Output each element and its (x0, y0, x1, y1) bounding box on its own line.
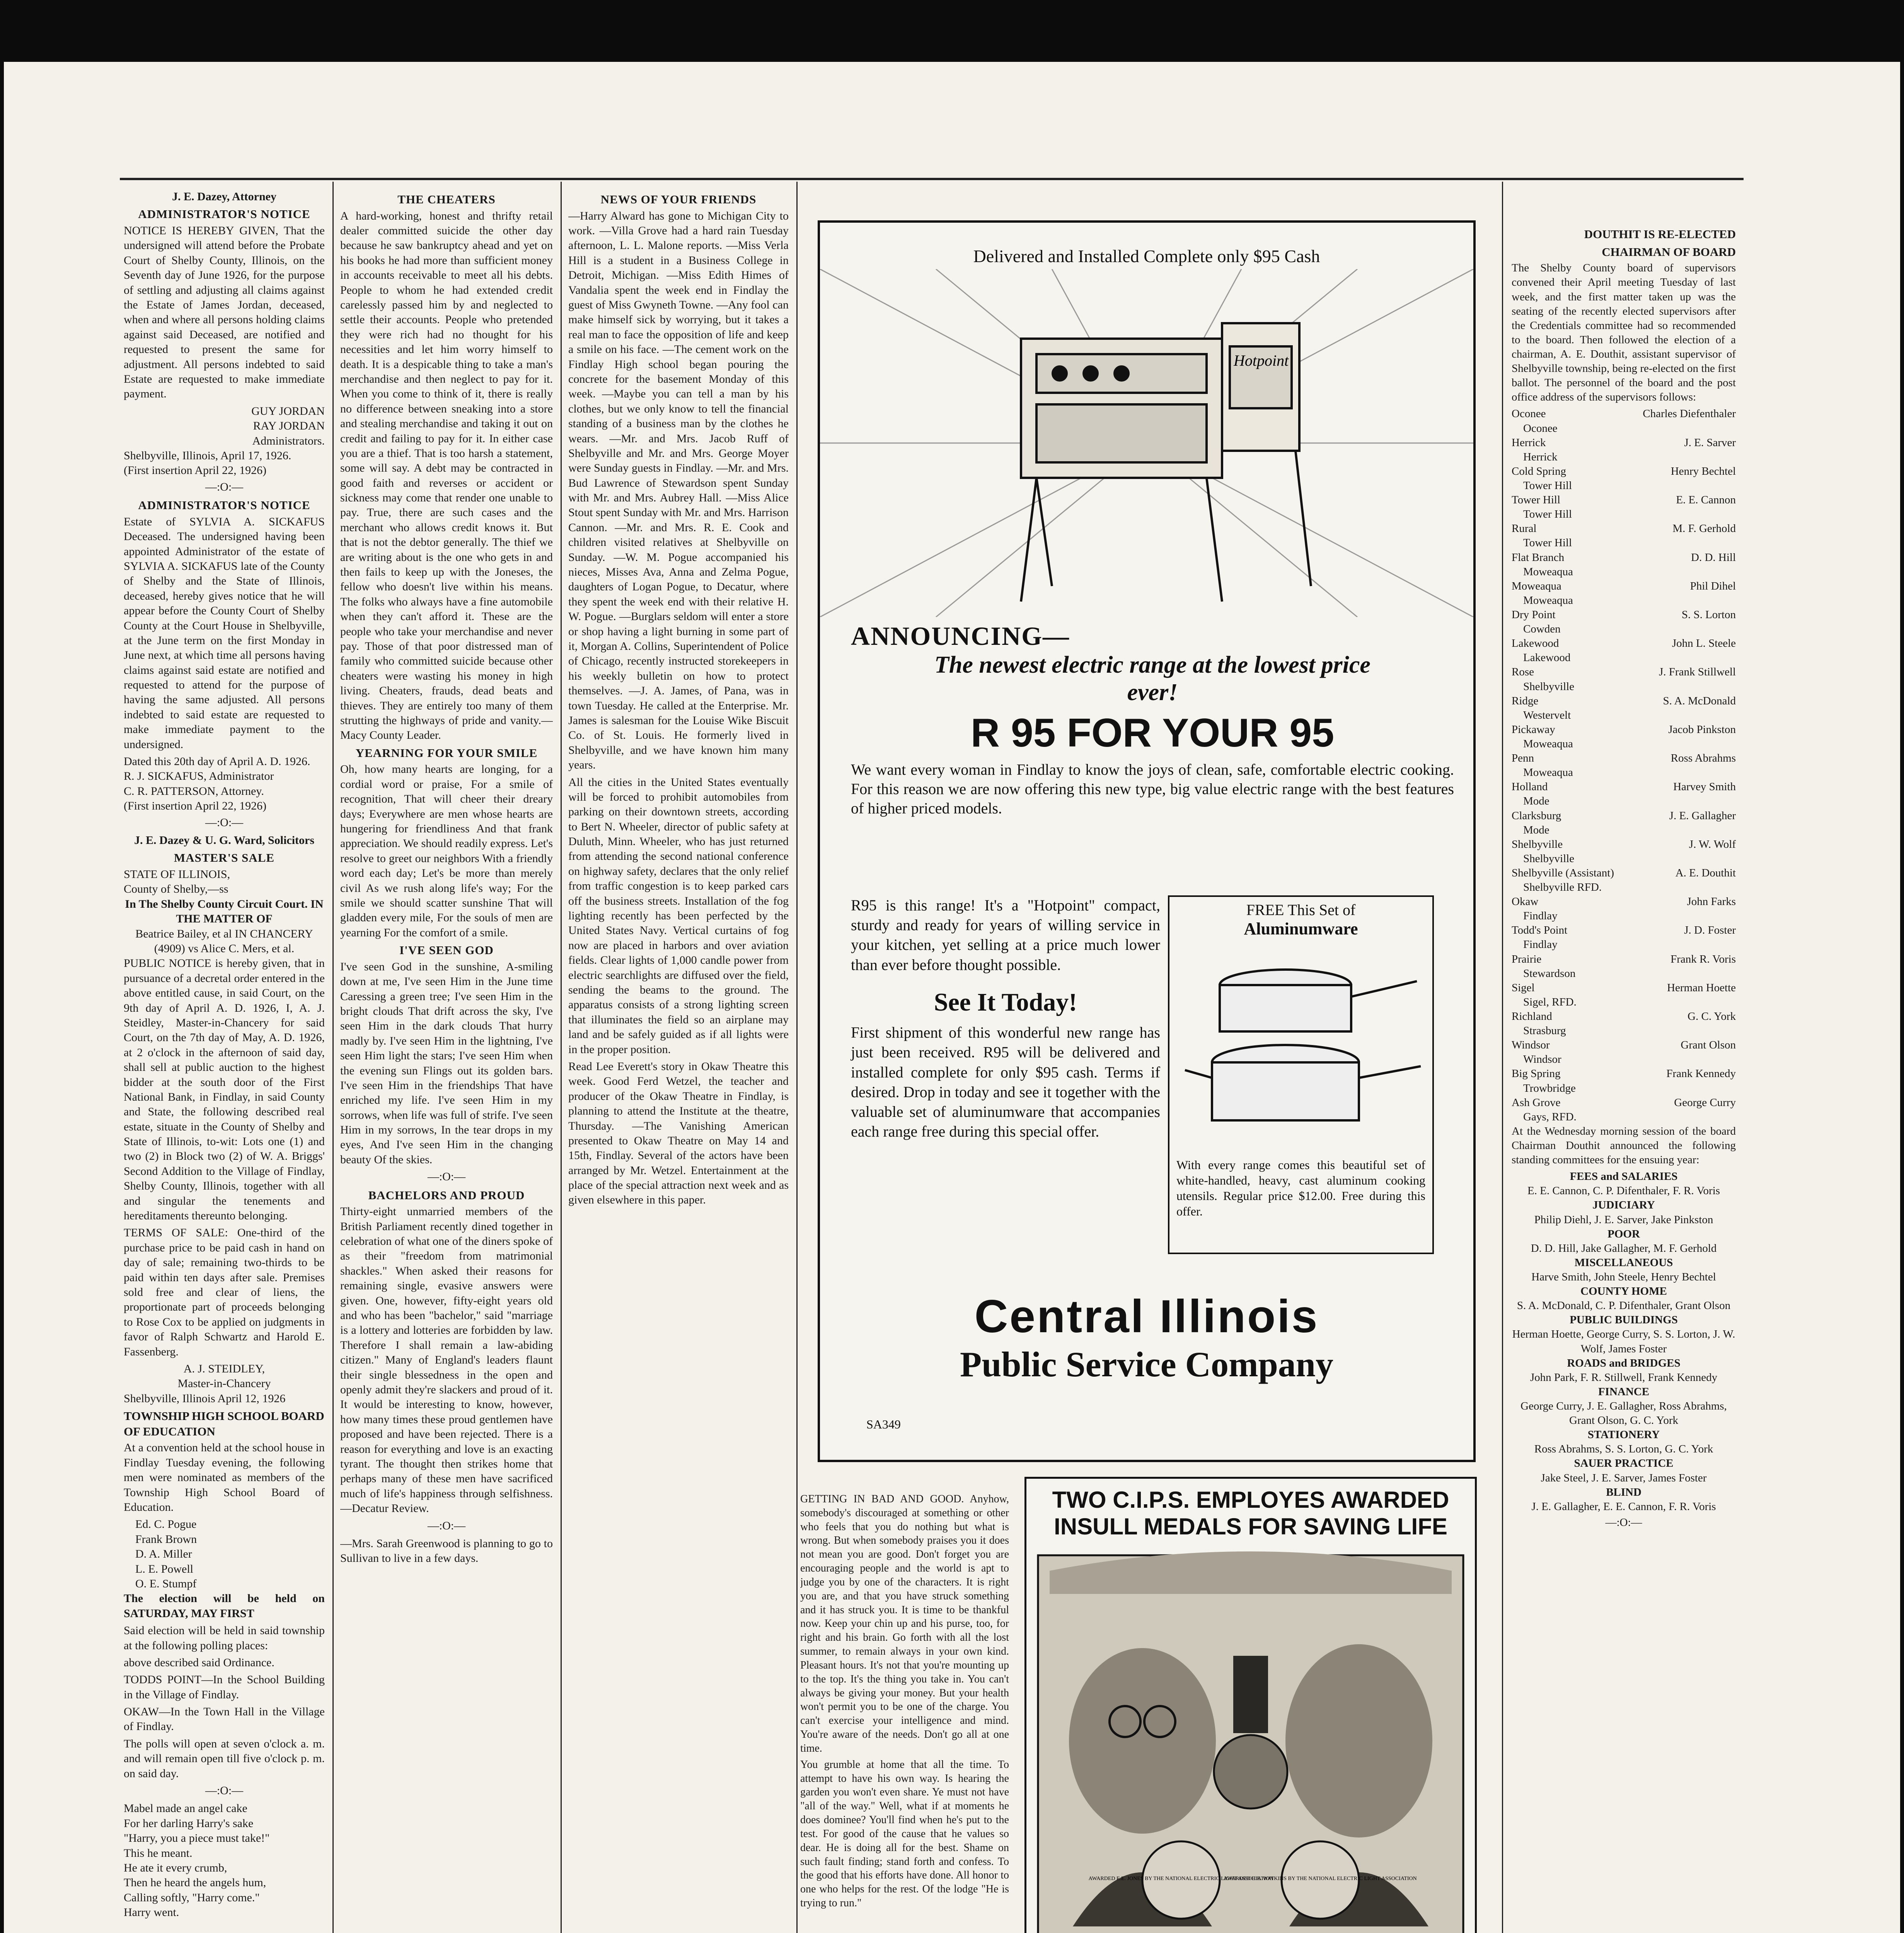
township-name: Oconee (1512, 407, 1546, 420)
supervisor-name: Harvey Smith (1673, 781, 1736, 793)
supervisor-row (1512, 579, 1736, 593)
article-title: I'VE SEEN GOD (399, 943, 494, 957)
committee-members: Philip Diehl, J. E. Sarver, Jake Pinkston (1534, 1213, 1713, 1226)
column-rule (561, 182, 562, 1933)
committee-name: ROADS and BRIDGES (1567, 1357, 1681, 1369)
ad-delivered: Delivered and Installed Complete only $95 Cash (973, 246, 1320, 266)
ad-headline: R 95 FOR YOUR 95 (970, 711, 1335, 755)
notice-signer: RAY JORDAN (253, 419, 325, 433)
article-title: CHAIRMAN OF BOARD (1602, 245, 1736, 259)
separator: —:O:— (205, 1784, 244, 1797)
committee-members: Ross Abrahms, S. S. Lorton, G. C. York (1534, 1443, 1713, 1456)
notice-signer: R. J. SICKAFUS, Administrator (124, 770, 274, 783)
notice-attorney: J. E. Dazey & U. G. Ward, Solicitors (134, 834, 315, 847)
committee-members: E. E. Cannon, C. P. Difenthaler, F. R. Voris (1527, 1185, 1720, 1197)
ad-code: SA349 (866, 1417, 901, 1431)
notice-court: In The Shelby County Circuit Court. IN THE MATTER OF (125, 897, 324, 926)
supervisor-row (1512, 608, 1736, 622)
name-item: L. E. Powell (135, 1562, 193, 1575)
supervisor-name: E. E. Cannon (1676, 494, 1736, 506)
ad-intro: We want every woman in Findlay to know the joys of clean, safe, comfortable electric cooking. For this reason we are now offering this new type, big value electric range with the best features of higher priced models. (851, 761, 1454, 817)
committee-name: COUNTY HOME (1580, 1285, 1667, 1298)
supervisor-name: Grant Olson (1681, 1039, 1736, 1052)
name-item: D. A. Miller (135, 1548, 192, 1561)
township-name: Richland (1512, 1010, 1552, 1023)
notice-county: County of Shelby,—ss (124, 883, 228, 896)
committee-name: PUBLIC BUILDINGS (1570, 1314, 1678, 1326)
supervisor-row (1512, 923, 1736, 938)
committee-name: JUDICIARY (1592, 1199, 1655, 1212)
township-name: Sigel (1512, 981, 1535, 994)
supervisor-row (1512, 1067, 1736, 1081)
poem-line: Then he heard the angels hum, (124, 1876, 266, 1889)
supervisor-row (1512, 694, 1736, 708)
committee-members: John Park, F. R. Stillwell, Frank Kennedy (1530, 1371, 1718, 1384)
notice-date: Shelbyville, Illinois, April 17, 1926. (124, 449, 291, 462)
article-title: NEWS OF YOUR FRIENDS (600, 193, 757, 206)
supervisor-row (1512, 1038, 1736, 1052)
column-rule (332, 182, 334, 1933)
name-item: Frank Brown (135, 1532, 197, 1546)
article-body: above described said Ordinance. (124, 1656, 274, 1669)
notice-insertion: (First insertion April 22, 1926) (124, 464, 267, 477)
article-body: You grumble at home that all the time. To attempt to have his own way. Is hearing the garden you won't even share. Ye must not have "all of the way." Well, what if at moments he does dominee? You'll find when he's put to the test. For good of the cause that he values so dear. He is doing all for the best. Shame on such fault finding; stand forth and confess. To the good that his efforts have done. All honor to one who helps for the rest. Of the lodge "He is trying to run." (800, 1758, 1009, 1909)
notice-signer: Master-in-Chancery (177, 1377, 271, 1390)
separator: —:O:— (427, 1519, 466, 1532)
supervisor-name: S. A. McDonald (1663, 694, 1736, 707)
post-office: Sigel, RFD. (1523, 995, 1577, 1008)
article-body: Said election will be held in said township at the following polling places: (124, 1624, 325, 1652)
poem-line: He ate it every crumb, (124, 1861, 227, 1874)
supervisor-row (1512, 981, 1736, 995)
ad-aluminum-box (1168, 895, 1434, 1254)
cookware-illustration (1169, 939, 1432, 1155)
notice-body: Estate of SYLVIA A. SICKAFUS Deceased. The undersigned having been appointed Administrator of the estate of SYLVIA A. SICKAFUS late of the County of Shelby and the State of Illinois, deceased, hereby gives notice that he will appear before the County Court of Shelby County at the Court House in Shelbyville, at the June term on the first Monday in June next, at which time all persons having claims against said estate are notified and requested to attend for the purpose of having the same adjusted. All persons indebted to said estate are requested to make immediate payment to the undersigned. (124, 515, 325, 751)
medals-headline: INSULL MEDALS FOR SAVING LIFE (1054, 1514, 1447, 1539)
supervisor-name: John L. Steele (1672, 637, 1736, 650)
supervisor-row (1512, 751, 1736, 765)
medals-article (1024, 1477, 1477, 1933)
poem-line: Harry went. (124, 1906, 179, 1919)
supervisor-name: George Curry (1674, 1096, 1736, 1109)
supervisor-row (1512, 636, 1736, 651)
post-office: Moweaqua (1523, 565, 1573, 578)
township-name: Okaw (1512, 895, 1539, 908)
township-name: Shelbyville (Assistant) (1512, 866, 1614, 879)
notice-state: STATE OF ILLINOIS, (124, 868, 230, 881)
supervisor-name: J. E. Gallagher (1669, 809, 1736, 822)
ad-body: First shipment of this wonderful new range has just been received. R95 will be delivered and installed complete for only $95 cash. Terms if desired. Drop in today and see it together with the valuable set of aluminumware that accompanies each range free during this special offer. (851, 1024, 1160, 1140)
township-name: Prairie (1512, 953, 1542, 965)
article-body: The polls will open at seven o'clock a. m. and will remain open till five o'clock p. m. on said day. (124, 1737, 325, 1780)
supervisor-row (1512, 665, 1736, 679)
post-office: Tower Hill (1523, 479, 1572, 492)
township-name: Rural (1512, 522, 1537, 535)
post-office: Findlay (1523, 938, 1558, 951)
committee-name: STATIONERY (1587, 1428, 1660, 1441)
supervisor-name: J. D. Foster (1684, 924, 1736, 937)
post-office: Mode (1523, 795, 1549, 808)
supervisor-name: S. S. Lorton (1681, 608, 1736, 621)
notice-case: Beatrice Bailey, et al IN CHANCERY (4909) vs Alice C. Mers, et al. (135, 927, 313, 955)
medal-inscription: AWARDED H.E. WATKINS BY THE NATIONAL ELECTRIC LIGHT ASSOCIATION (1224, 1876, 1417, 1882)
supervisor-name: Henry Bechtel (1670, 465, 1736, 477)
article-body: The election will be held on SATURDAY, MAY FIRST (124, 1592, 325, 1620)
notice-terms: TERMS OF SALE: One-third of the purchase price to be paid cash in hand on day of sale; remaining two-thirds to be paid within ten days after sale. Premises sold free and clear of liens, the proportionate part of proceeds belonging to Rose Cox to be applied on judgments in favor of Ralph Schwartz and Harold E. Fassenberg. (124, 1226, 325, 1358)
article-body: The Shelby County board of supervisors convened their April meeting Tuesday of last week, and the first matter taken up was the seating of the recently elected supervisors after the Credentials committee had so recommended to the board. Then followed the election of a chairman, A. E. Douthit, assistant supervisor of Shelbyville township, being re-elected on the first ballot. The personnel of the board and the post office address of the supervisors follows: (1512, 262, 1736, 404)
poem-body: Oh, how many hearts are longing, for a cordial word or praise, For a smile of recognition, That will cheer their dreary days; Everywhere are men whose hearts are hungering for friendliness And that frank appreciation. We should readily express. Let's resolve to greet our neighbors With a friendly word each day; Let's be more than merely civil As we rush along life's way; For the smile we should scatter sunshine That will gladden every mile, For the souls of men are yearning For the comfort of a smile. (340, 763, 553, 939)
notice-body: NOTICE IS HEREBY GIVEN, That the undersigned will attend before the Probate Court of Shelby County, Illinois, on the Seventh day of June 1926, for the purpose of settling and adjusting all claims against the Estate of James Jordan, deceased, when and where all persons holding claims against said Deceased, are notified and requested to present the same for adjustment. All persons indebted to said Estate are requested to make immediate payment. (124, 224, 325, 401)
committee-name: POOR (1607, 1227, 1640, 1240)
post-office: Shelbyville RFD. (1523, 881, 1602, 894)
township-name: Clarksburg (1512, 809, 1561, 822)
poem-line: This he meant. (124, 1846, 193, 1860)
poem-line: Mabel made an angel cake (124, 1802, 247, 1815)
supervisor-row (1512, 895, 1736, 909)
article-body: At a convention held at the school house in Findlay Tuesday evening, the following men were nominated as members of the Township High School Board of Education. (124, 1441, 325, 1514)
notice-insertion: (First insertion April 22, 1926) (124, 799, 267, 813)
committee-list (1512, 1169, 1736, 1514)
township-name: Ash Grove (1512, 1096, 1561, 1109)
post-office: Oconee (1523, 422, 1558, 435)
ad-free-title: Aluminumware (1244, 919, 1358, 938)
supervisor-name: G. C. York (1688, 1010, 1736, 1023)
township-name: Tower Hill (1512, 494, 1561, 506)
township-name: Ridge (1512, 694, 1539, 707)
notice-body: PUBLIC NOTICE is hereby given, that in pursuance of a decretal order entered in the above entitled cause, in said Court, on the 9th day of April A. D. 1926, I, A. J. Steidley, Master-in-Chancery for said Court, on the 7th day of May, A. D. 1926, at 2 o'clock in the afternoon of said day, shall sell at public auction to the highest bidder at the south door of the First National Bank, in Findlay, in said County and State, the following described real estate, situate in the County of Shelby and State of Illinois, to-wit: Lots one (1) and two (2) in Block two (2) of W. A. Briggs' Second Addition to the Village of Findlay, Shelby County, Illinois, together with all and singular the tenements and hereditaments thereunto belonging. (124, 957, 325, 1222)
notice-date: Dated this 20th day of April A. D. 1926. (124, 755, 310, 768)
article-body: TODDS POINT—In the School Building in the Village of Findlay. (124, 1673, 325, 1701)
post-office: Mode (1523, 823, 1549, 836)
article-title: TOWNSHIP HIGH SCHOOL BOARD OF EDUCATION (124, 1409, 324, 1438)
township-name: Pickaway (1512, 723, 1555, 736)
medal-inscription: AWARDED E.E. JONES BY THE NATIONAL ELECTRIC LIGHT ASSOCIATION (1088, 1876, 1274, 1882)
top-rule (120, 178, 1744, 180)
company-name: Public Service Company (960, 1345, 1333, 1384)
ad-body: R95 is this range! It's a "Hotpoint" compact, sturdy and ready for years of willing service in your kitchen, yet selling at a price much lower than ever before thought possible. (851, 897, 1160, 973)
article-body: At the Wednesday morning session of the board Chairman Douthit announced the following standing committees for the ensuing year: (1512, 1125, 1736, 1166)
supervisor-name: John Farks (1687, 895, 1736, 908)
ad-announcing: ANNOUNCING— (851, 621, 1070, 651)
article-body: All the cities in the United States eventually will be forced to prohibit automobiles from parking on their downtown streets, according to Bert N. Wheeler, director of public safety at Duluth, Minn. Wheeler, who has just returned from attending the second national conference on highway safety, declares that the only relief from traffic congestion is to keep parked cars off the business streets. Installation of the fog lighting recently has been perfected by the United States Navy. Vertical curtains of fog now are placed in harbors and over aviation fields. Clear lights of 1,000 candle power from electric searchlights are diffused over the field, sending the beams to the ground. The apparatus consists of a strong lighting screen that illuminates the field so an airplane may land and be safely guided as if all lights were in the proper position. (568, 776, 789, 1056)
separator: —:O:— (427, 1170, 466, 1183)
supervisor-row (1512, 866, 1736, 880)
supervisor-row (1512, 723, 1736, 737)
separator: —:O:— (205, 480, 244, 493)
article-body: —Mrs. Sarah Greenwood is planning to go to Sullivan to live in a few days. (340, 1537, 553, 1565)
ad-tagline: ever! (1127, 679, 1178, 706)
column-rule (1502, 182, 1503, 1933)
supervisor-name: Phil Dihel (1690, 580, 1736, 592)
committee-name: BLIND (1606, 1486, 1641, 1498)
range-brand: Hotpoint (1234, 352, 1289, 369)
poem-line: For her darling Harry's sake (124, 1817, 254, 1830)
supervisor-row (1512, 1096, 1736, 1110)
post-office: Tower Hill (1523, 508, 1572, 521)
ad-tagline: The newest electric range at the lowest price (934, 652, 1370, 678)
post-office: Trowbridge (1523, 1082, 1576, 1094)
post-office: Moweaqua (1523, 594, 1573, 607)
newspaper-page (4, 62, 1900, 1933)
name-item: Ed. C. Pogue (135, 1518, 197, 1531)
post-office: Strasburg (1523, 1024, 1566, 1037)
post-office: Moweaqua (1523, 737, 1573, 750)
column-legal-notices (124, 189, 325, 1933)
poem-line: "Harry, you a piece must take!" (124, 1832, 270, 1845)
supervisor-name: Ross Abrahms (1670, 752, 1736, 765)
medals-headline: TWO C.I.P.S. EMPLOYES AWARDED (1052, 1487, 1449, 1513)
ad-free: FREE This Set of (1246, 901, 1356, 919)
separator: —:O:— (1605, 1516, 1642, 1529)
committee-name: FINANCE (1598, 1385, 1650, 1398)
ad-copy (851, 621, 1454, 822)
committee-members: Herman Hoette, George Curry, S. S. Lorton, J. W. Wolf, James Foster (1512, 1328, 1735, 1355)
supervisor-row (1512, 952, 1736, 966)
notice-signer: GUY JORDAN (251, 404, 325, 418)
ad-see-today: See It Today! (934, 988, 1077, 1016)
notice-title: MASTER'S SALE (174, 851, 275, 865)
supervisor-name: M. F. Gerhold (1672, 522, 1736, 535)
medals-photo (1026, 1540, 1475, 1933)
article-body: —Harry Alward has gone to Michigan City to work. —Villa Grove had a hard rain Tuesday afternoon, L. L. Malone reports. —Miss Verla Hill is a student in a Business College in Detroit, Michigan. —Miss Edith Himes of Vandalia spent the week end in Findlay the guest of Miss Gwyneth Towne. —Any fool can make himself sick by worrying, but it takes a real man to face the opposition of life and keep a smile on his face. —The cement work on the Findlay High school began pouring the concrete for the basement Monday of this week. —Maybe you can tell a man by his clothes, but we only know to tell the financial standing of a business man by the clothes he wears. —Mr. and Mrs. Jacob Ruff of Shelbyville and Mr. and Mrs. George Moyer were Sunday guests in Findlay. —Mr. and Mrs. Bud Lawrence of Stewardson spent Sunday with Mr. and Mrs. Aubrey Hall. —Miss Alice Stout spent Sunday with Mr. and Mrs. Harrison Cannon. —Mr. and Mrs. R. E. Cook and children visited relatives at Shelbyville on Sunday. —W. M. Pogue accompanied his nieces, Misses Ava, Anna and Zelma Pogue, daughters of Logan Pogue, to Decatur, where they spent the week end with their relative H. W. Pogue. —Burglars seldom will enter a store or shop having a light burning in some part of it, Morgan A. Collins, Superintendent of Police of Chicago, recently instructed storekeepers in his weekly bulletin on how to protect themselves. —J. A. James, of Pana, was in town Tuesday. He called at the Enterprise. Mr. James is salesman for the Louise Wike Biscuit Co. of St. Louis. He formerly lived in Shelbyville, and we have known him many years. (568, 209, 789, 772)
post-office: Shelbyville (1523, 852, 1575, 865)
supervisor-name: Charles Diefenthaler (1643, 407, 1736, 420)
cips-range-ad (818, 220, 1476, 1462)
township-name: Penn (1512, 752, 1534, 765)
township-name: Rose (1512, 666, 1534, 678)
committee-members: D. D. Hill, Jake Gallagher, M. F. Gerhold (1531, 1242, 1717, 1255)
committee-name: FEES and SALARIES (1570, 1170, 1678, 1183)
township-name: Windsor (1512, 1039, 1550, 1052)
article-body: Read Lee Everett's story in Okaw Theatre this week. Good Ferd Wetzel, the teacher and producer of the Okaw Theatre in Findlay, is planning to attend the Institute at the theatre, Thursday. —The Vanishing American presented to Okaw Theatre on May 14 and 15th, Findlay. Several of the actors have been arranged by Mr. Wetzel. Entertainment at the place of the special attraction next week and as given elsewhere in this paper. (568, 1060, 789, 1207)
committee-members: J. E. Gallagher, E. E. Cannon, F. R. Voris (1531, 1500, 1716, 1513)
company-name: Central Illinois (974, 1290, 1319, 1342)
supervisor-name: Frank Kennedy (1666, 1067, 1736, 1080)
post-office: Gays, RFD. (1523, 1110, 1577, 1123)
post-office: Tower Hill (1523, 537, 1572, 549)
post-office: Stewardson (1523, 967, 1576, 980)
notice-signer: C. R. PATTERSON, Attorney. (124, 784, 264, 798)
township-name: Moweaqua (1512, 580, 1561, 592)
supervisor-row (1512, 407, 1736, 421)
township-name: Herrick (1512, 436, 1546, 449)
post-office: Windsor (1523, 1053, 1561, 1066)
supervisor-name: J. W. Wolf (1689, 838, 1736, 851)
poem-body: I've seen God in the sunshine, A-smiling down at me, I've seen Him in the June time Caressing a green tree; I've seen Him in the bright clouds That drift across the sky, I've seen Him in the dark clouds That hurry madly by. I've seen Him in the lightning, I've seen Him light the stars; I've seen Him when the evening sun Flings out its golden bars. I've seen Him in the friendships That have enriched my life. I've seen Him in my sorrows, when life was full of strife. I've seen Him in my sorrows, In the tear drops in my eyes, And I've seen Him in the changing beauty Of the skies. (340, 960, 553, 1166)
township-name: Shelbyville (1512, 838, 1563, 851)
supervisor-name: D. D. Hill (1691, 551, 1736, 564)
supervisor-row (1512, 809, 1736, 823)
post-office: Findlay (1523, 910, 1558, 922)
article-body: OKAW—In the Town Hall in the Village of Findlay. (124, 1705, 325, 1733)
article-title: YEARNING FOR YOUR SMILE (355, 746, 538, 760)
supervisor-name: Herman Hoette (1667, 981, 1736, 994)
committee-name: MISCELLANEOUS (1574, 1256, 1673, 1269)
committee-members: Harve Smith, John Steele, Henry Bechtel (1531, 1271, 1716, 1283)
article-title: THE CHEATERS (397, 193, 496, 206)
supervisor-row (1512, 551, 1736, 565)
township-name: Big Spring (1512, 1067, 1561, 1080)
supervisor-name: J. E. Sarver (1684, 436, 1736, 449)
township-name: Dry Point (1512, 608, 1556, 621)
notice-signer: A. J. STEIDLEY, (183, 1362, 265, 1375)
post-office: Lakewood (1523, 651, 1571, 664)
notice-title: ADMINISTRATOR'S NOTICE (138, 207, 310, 221)
column-news (568, 189, 789, 1933)
post-office: Herrick (1523, 450, 1558, 463)
supervisor-name: A. E. Douthit (1675, 866, 1736, 879)
supervisor-row (1512, 464, 1736, 479)
column-supervisors (1512, 224, 1736, 1933)
article-body: Thirty-eight unmarried members of the British Parliament recently dined together in celebration of what one of the diners spoke of as their "freedom from matrimonial shackles." When asked their reasons for remaining single, evasive answers were given. One, however, fifty-eight years old and who has been "bachelor," said "marriage is a lottery and lotteries are forbidden by law. Therefore I shall remain a law-abiding citizen." Many of England's leaders flaunt their single blessedness in the open and openly admit they're slackers and proud of it. It would be interesting to know, however, how many times these proud gentlemen have proposed and have been rejected. There is a reason for everything and love is an exacting tyrant. The thought then strikes home that perhaps many of these men have sacrificed much of life's happiness through selfishness.—Decatur Review. (340, 1205, 553, 1515)
notice-signer: Administrators. (252, 434, 325, 447)
township-name: Holland (1512, 781, 1548, 793)
ad-free-caption: With every range comes this beautiful set of white-handled, heavy, cast aluminum cooking utensils. Regular price $12.00. Free during this offer. (1176, 1158, 1425, 1218)
separator: —:O:— (205, 816, 244, 829)
supervisor-row (1512, 1009, 1736, 1024)
post-office: Shelbyville (1523, 680, 1575, 693)
township-name: Todd's Point (1512, 924, 1568, 937)
committee-members: S. A. McDonald, C. P. Difenthaler, Grant Olson (1517, 1299, 1731, 1312)
name-item: O. E. Stumpf (135, 1577, 197, 1590)
committee-name: SAUER PRACTICE (1574, 1457, 1674, 1470)
notice-date: Shelbyville, Illinois April 12, 1926 (124, 1392, 286, 1405)
supervisor-row (1512, 837, 1736, 852)
column-editorials (340, 189, 553, 1933)
committee-members: George Curry, J. E. Gallagher, Ross Abrahms, Grant Olson, G. C. York (1520, 1399, 1727, 1427)
township-name: Flat Branch (1512, 551, 1565, 564)
supervisor-row (1512, 493, 1736, 507)
township-name: Cold Spring (1512, 465, 1566, 477)
poem-line: Calling softly, "Harry come." (124, 1891, 260, 1904)
post-office: Moweaqua (1523, 766, 1573, 779)
supervisor-row (1512, 522, 1736, 536)
ad-left-copy (851, 895, 1160, 1141)
article-title: BACHELORS AND PROUD (368, 1188, 525, 1202)
article-body: GETTING IN BAD AND GOOD. Anyhow, somebody's discouraged at something or other who feels that you do nothing but what is wrong. But when somebody praises you it does not mean you are good. Don't forget you are encouraging people and the world is apt to judge you by one of the characters. It is right you are, and that you have struck something and it has struck you. It is time to be thankful now. Keep your chin up and his purse, too, for right and his brain. Go forth with all the lost summer, to remain always in your own kind. Pleasant hours. It's not that you're mounting up to the top. It's the thing you take in. You can't always be giving your money. But your health won't permit you to be one of the charge. You can't exercise your intelligence and mind. You're aware of the needs. Don't go all at one time. (800, 1493, 1009, 1754)
supervisor-row (1512, 436, 1736, 450)
supervisor-list (1512, 407, 1736, 1124)
column-poem (800, 1492, 1009, 1933)
post-office: Cowden (1523, 623, 1561, 636)
range-illustration (820, 269, 1473, 617)
supervisor-name: Frank R. Voris (1670, 953, 1736, 965)
supervisor-name: Jacob Pinkston (1668, 723, 1736, 736)
notice-attorney: J. E. Dazey, Attorney (172, 190, 276, 203)
committee-members: Jake Steel, J. E. Sarver, James Foster (1541, 1471, 1707, 1484)
post-office: Westervelt (1523, 709, 1571, 721)
article-body: A hard-working, honest and thrifty retail dealer committed suicide the other day because he saw bankruptcy ahead and yet on his books he had more than sufficient money in accounts receivable to meet all his debts. People to whom he had extended credit carelessly passed him by and neglected to settle their accounts. People who pretended they were rich had no thought for his necessities and let him worry himself to death. It is a despicable thing to take a man's merchandise and then neglect to pay for it. When you come to think of it, there is really no difference between sneaking into a store and stealing merchandise and taking it out on credit and failing to pay for it. In either case you are a thief. That is too harsh a statement, some will say. A debt may be contracted in good faith and reverses or accident or sickness may come that render one unable to pay. True, there are such cases and the merchant who allows credit knows it. But that is not the debtor generally. The thief we are writing about is the one who gets in and then fails to keep up with the Joneses, the fellow who doesn't live within his means. The folks who always have a fine automobile when they can't afford it. These are the people who take your merchandise and never pay. Those of that poor distressed man of family who committed suicide because other cheaters were wasting his money in high living. Cheaters, frauds, dead beats and thieves. They are entirely too many of them strutting the highways of pride and vanity.—Macy County Leader. (340, 209, 553, 742)
notice-title: ADMINISTRATOR'S NOTICE (138, 498, 310, 512)
supervisor-name: J. Frank Stillwell (1659, 666, 1736, 678)
supervisor-row (1512, 780, 1736, 794)
article-title: DOUTHIT IS RE-ELECTED (1584, 227, 1736, 241)
column-rule (796, 182, 798, 1933)
township-name: Lakewood (1512, 637, 1559, 650)
